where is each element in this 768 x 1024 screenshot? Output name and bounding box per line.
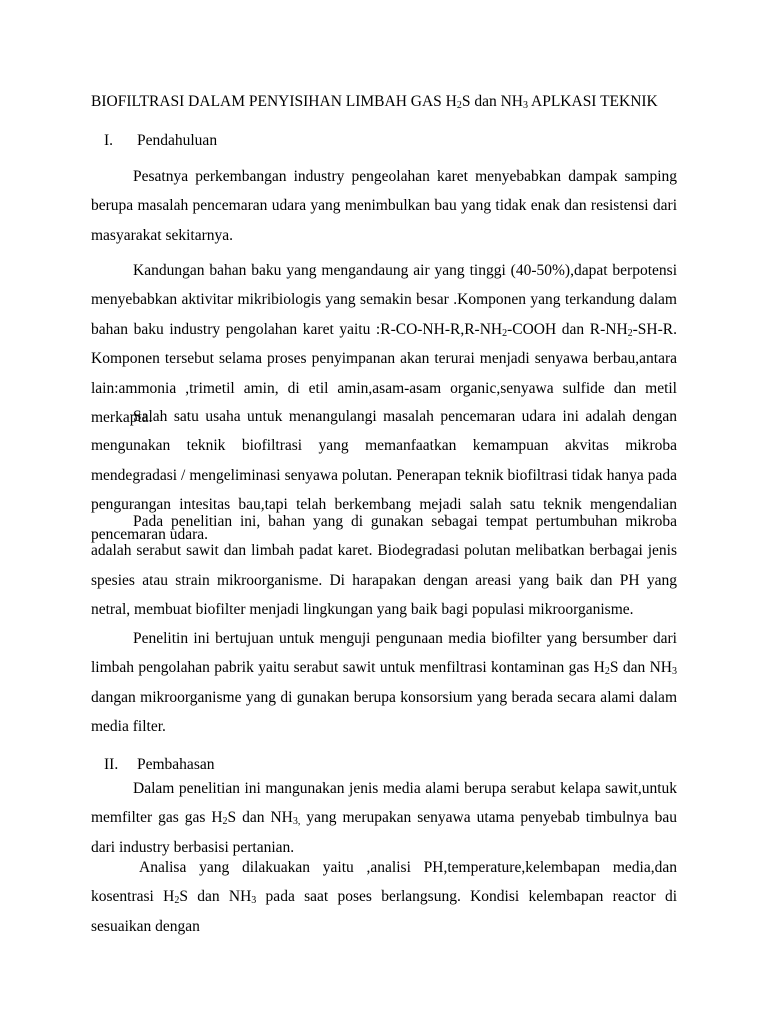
paragraph-text: Analisa yang dilakuakan yaitu ,analisi PH,temperature,kelembapan media,dan kosentrasi H (91, 859, 677, 906)
title-subscript: 2 (456, 100, 462, 111)
title-subscript: 3 (523, 100, 528, 111)
subscript: 2 (627, 327, 633, 339)
title-text: S dan NH (461, 93, 523, 110)
subscript: 2 (222, 816, 228, 828)
section-heading-1 (104, 131, 217, 151)
paragraph-text: Penelitin ini bertujuan untuk menguji pengunaan media biofilter yang bersumber dari limbah pengolahan pabrik yaitu serabut sawit untuk menfiltrasi kontaminan gas H (91, 630, 677, 677)
paragraph-text: dangan mikroorganisme yang di gunakan berupa konsorsium yang berada secara alami dalam media filter. (91, 688, 677, 736)
section-number: I. (104, 132, 114, 149)
subscript: 2 (502, 327, 508, 339)
paragraph-text: pada saat poses berlangsung. Kondisi kelembapan reactor di sesuaikan dengan (91, 888, 677, 935)
paragraph-text: -COOH dan R-NH (507, 320, 628, 338)
section-heading-2 (104, 755, 214, 775)
document-title (91, 92, 731, 112)
subscript: 2 (174, 895, 180, 907)
section-number: II. (104, 756, 119, 773)
paragraph-3: Salah satu usaha untuk menangulangi masalah pencemaran udara ini adalah dengan mengunakan teknik biofiltrasi yang memanfaatkan kemampuan akvitas mikroba mendegradasi / mengeliminasi senyawa polutan. Penerapan teknik biofiltrasi tidak hanya pada pengurangan intesitas bau,tapi telah berkembang mejadi salah satu teknik mengendalian pencemaran udara. (91, 408, 677, 543)
paragraph-text: S dan NH (179, 888, 252, 906)
title-text: APLKASI TEKNIK (528, 93, 658, 110)
paragraph-7 (91, 853, 677, 941)
title-text: BIOFILTRASI DALAM PENYISIHAN LIMBAH GAS H (91, 93, 457, 110)
section-title: Pembahasan (137, 756, 215, 773)
subscript: 3 (672, 666, 677, 678)
subscript: 3 (251, 895, 257, 907)
subscript: 3, (292, 816, 301, 828)
paragraph-text: S dan NH (227, 809, 293, 827)
section-title: Pendahuluan (137, 132, 218, 149)
paragraph-4: Pada penelitian ini, bahan yang di gunakan sebagai tempat pertumbuhan mikroba adalah serabut sawit dan limbah padat karet. Biodegradasi polutan melibatkan berbagai jenis spesies atau strain mikroorganisme. Di harapakan dengan areasi yang baik dan PH yang netral, membuat biofilter menjadi lingkungan yang baik bagi populasi mikroorganisme. (91, 513, 677, 619)
paragraph-6 (91, 774, 677, 862)
subscript: 2 (604, 666, 610, 678)
paragraph-text: -SH-R. Komponen tersebut selama proses penyimpanan akan terurai menjadi senyawa berbau,antara lain:ammonia ,trimetil amin, di etil amin,asam-asam organic,senyawa sulfide dan metil merkapta. (91, 320, 677, 427)
paragraph-1: Pesatnya perkembangan industry pengeolahan karet menyebabkan dampak samping berupa masalah pencemaran udara yang menimbulkan bau yang tidak enak dan resistensi dari masyarakat sekitarnya. (91, 168, 677, 244)
paragraph-text: yang merupakan senyawa utama penyebab timbulnya bau dari industry berbasisi pertanian. (91, 809, 677, 856)
paragraph-text: Dalam penelitian ini mangunakan jenis media alami berupa serabut kelapa sawit,untuk memfilter gas gas H (91, 780, 677, 827)
paragraph-text: Kandungan bahan baku yang mengandaung air yang tinggi (40-50%),dapat berpotensi menyebabkan aktivitar mikribiologis yang semakin besar .Komponen yang terkandung dalam bahan baku industry pengolahan karet yaitu :R-CO-NH-R,R-NH (91, 262, 677, 338)
paragraph-5 (91, 624, 677, 742)
paragraph-text: S dan NH (609, 659, 672, 677)
